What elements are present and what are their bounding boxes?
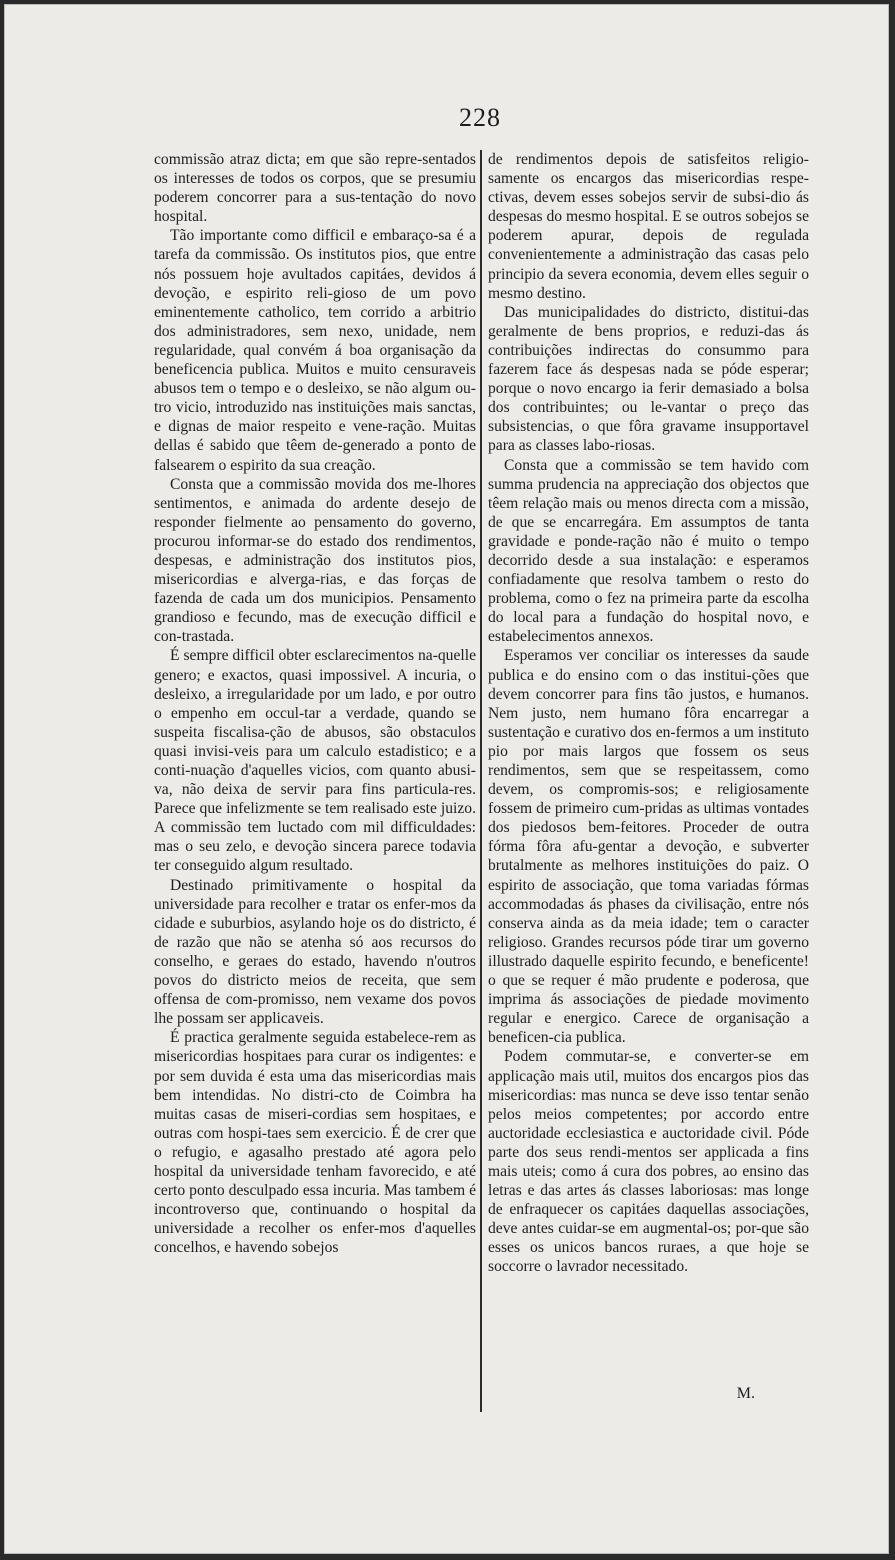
page-sheet (4, 4, 889, 1554)
paragraph: Das municipalidades do districto, distitui-das geralmente de bens proprios, e reduzi-das ás contribuições indirectas do consummo para fazerem face ás despesas nada se póde esperar; porque o novo encargo ia ferir demasiado a bolsa dos contribuintes; ou le-vantar o preço das subsistencias, o que fôra gravame insupportavel para as classes labo-riosas. (488, 303, 809, 455)
paragraph: de rendimentos depois de satisfeitos religio-samente os encargos das misericordias respe-ctivas, devem esses sobejos servir de subsi-dio ás despesas do mesmo hospital. E se outros sobejos se poderem apurar, depois de regulada convenientemente a administração das casas pelo principio da severa economia, devem elles seguir o mesmo destino. (488, 151, 809, 302)
paragraph: É practica geralmente seguida estabelece-rem as misericordias hospitaes para curar os indigentes: e por sem duvida é esta uma das misericordias mais bem intendidas. No distri-cto de Coimbra ha muitas casas de miseri-cordias sem hospitaes, e outras com hospi-taes sem exercicio. É de crer que o refugio, e agasalho prestado até agora pelo hospital da universidade tenham favorecido, e até certo ponto desculpado essa incuria. Mas tambem é incontroverso que, continuando o hospital da universidade a recolher os enfer-mos d'aquelles concelhos, e havendo sobejos (154, 1029, 476, 1257)
paragraph: Esperamos ver conciliar os interesses da saude publica e do ensino com o das institui-ções que devem concorrer para fins tão justos, e humanos. Nem justo, nem humano fôra encarregar a sustentação e curativo dos en-fermos a um instituto pio por mais largos que fossem os seus rendimentos, sem que se respeitassem, como devem, os compromis-sos; e religiosamente fossem de primeiro cum-pridas as ultimas vontades dos piedosos bem-feitores. Proceder de outra fórma fôra afu-gentar a devoção, e subverter brutalmente as melhores instituições do paiz. O espirito de associação, que toma variadas fórmas accommodadas ás phases da civilisação, entre nós conserva ainda as da meia idade; tem o caracter religioso. Grandes recursos póde tirar um governo illustrado daquelle espirito fecundo, e beneficente! o que se requer é mão prudente e poderosa, que imprima ás associações de piedade movimento regular e energico. Carece de organisação a beneficen-cia publica. (488, 647, 809, 1047)
paragraph: É sempre difficil obter esclarecimentos na-quelle genero; e exactos, quasi impossivel. A incuria, o desleixo, a irregularidade por um lado, e por outro o empenho em occul-tar a verdade, quando se suspeita fiscalisa-ção de abusos, são obstaculos quasi invisi-veis para um calculo estadistico; e a conti-nuação d'aquelles vicios, com quanto abusi-va, não deixa de servir para fins particula-res. Parece que infelizmente se tem realisado este juizo. A commissão tem luctado com mil difficuldades: mas o seu zelo, e devoção sincera parece todavia ter conseguido algum resultado. (154, 647, 476, 875)
paragraph: Consta que a commissão se tem havido com summa prudencia na appreciação dos objectos que têem relação mais ou menos directa com a missão, de que se encarregára. Em assumptos de tanta gravidade e ponde-ração não é muito o tempo decorrido desde a sua instalação: e esperamos confiadamente que resolva tambem o resto do problema, como o fez na primeira parte da escolha do local para a fundação do hospital novo, e estabelecimentos annexos. (488, 456, 809, 646)
paragraph: Consta que a commissão movida dos me-lhores sentimentos, e animada do ardente desejo de responder fielmente ao pensamento do governo, procurou informar-se do estado dos rendimentos, despesas, e administração dos institutos pios, misericordias e alverga-rias, e das forças de fazenda de cada um dos municipios. Pensamento grandioso e fecundo, mas de execução difficil e con-trastada. (154, 475, 476, 646)
page-number: 228 (459, 103, 501, 132)
column-divider (480, 150, 482, 1412)
author-signature: M. (736, 1385, 755, 1402)
left-column (154, 150, 476, 1410)
paragraph: Podem commutar-se, e converter-se em applicação mais util, muitos dos encargos pios das misericordias: mas nunca se deve isso tentar senão pelos meios competentes; por accordo entre auctoridade ecclesiastica e auctoridade civil. Póde parte dos seus rendi-mentos ser applicada a fins mais uteis; como á cura dos pobres, ao ensino das letras e das artes ás classes laboriosas: mas longe de enfraquecer os capitáes daquellas associações, deve antes cuidar-se em augmental-os; por-que são esses os unicos bancos ruraes, a que hoje se soccorre o lavrador necessitado. (488, 1048, 809, 1276)
paragraph: Destinado primitivamente o hospital da universidade para recolher e tratar os enfer-mos da cidade e suburbios, asylando hoje os do districto, é de razão que não se atenha só aos recursos do conselho, e geraes do estado, havendo n'outros povos do districto meios de receita, que sem offensa de com-promisso, nem vexame dos povos lhe possam ser applicaveis. (154, 876, 476, 1028)
right-column (488, 150, 809, 1410)
paragraph: Tão importante como difficil e embaraço-sa é a tarefa da commissão. Os institutos pios, que entre nós possuem hoje avultados capitáes, devidos á devoção, e espirito reli-gioso de um povo eminentemente catholico, tem corrido a arbitrio dos administradores, sem nexo, unidade, nem regularidade, qual convém á boa organisação da beneficencia publica. Muitos e muito censuraveis abusos tem o tempo e o desleixo, se não algum ou-tro vicio, introduzido nas instituições mais sanctas, e dignas de maior respeito e vene-ração. Muitas dellas é sabido que têem de-generado a ponto de falsearem o espirito da sua creação. (154, 227, 476, 474)
paragraph: commissão atraz dicta; em que são repre-sentados os interesses de todos os corpos, que se presumiu poderem concorrer para a sus-tentação do novo hospital. (154, 151, 476, 226)
